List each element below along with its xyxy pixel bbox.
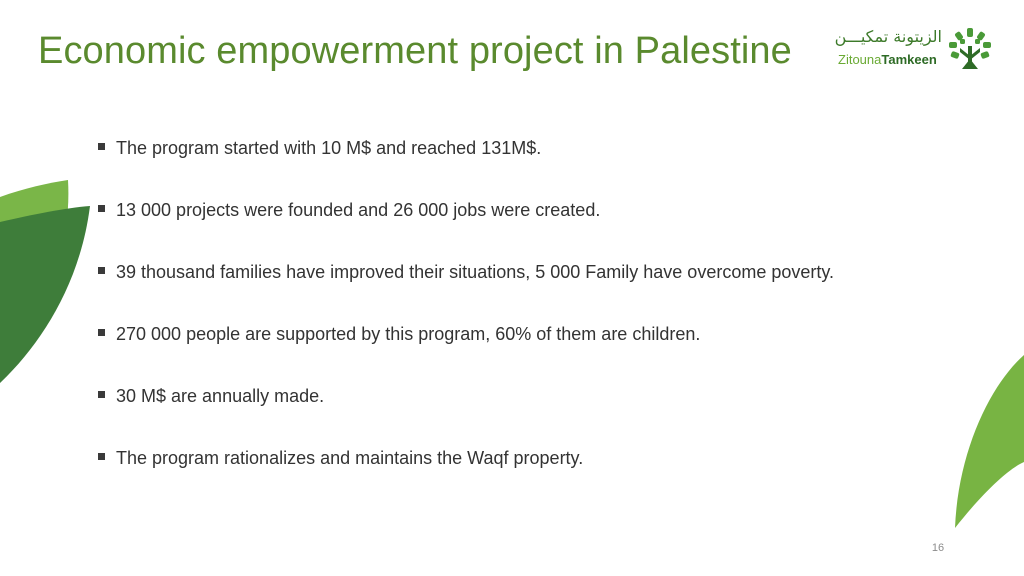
bullet-text: 30 M$ are annually made. <box>116 386 325 406</box>
bullet-text: 13 000 projects were founded and 26 000 jobs were created. <box>116 200 601 220</box>
list-item <box>98 442 834 504</box>
zitouna-tamkeen-logo <box>836 26 996 74</box>
logo-zitouna-text: Zitouna <box>838 52 882 67</box>
page-number: 16 <box>931 542 945 554</box>
list-item <box>98 318 834 380</box>
bullet-list <box>98 132 834 504</box>
page-title: Economic empowerment project in Palestine <box>38 30 792 72</box>
bullet-square-icon <box>98 329 105 336</box>
logo-arabic-text: الزيتونة تمكيـــن <box>834 27 942 46</box>
bullet-square-icon <box>98 453 105 460</box>
list-item <box>98 132 834 194</box>
bullet-square-icon <box>98 143 105 150</box>
logo-english-text <box>838 52 937 68</box>
bullet-text: 270 000 people are supported by this program, 60% of them are children. <box>116 324 701 344</box>
bullet-square-icon <box>98 391 105 398</box>
list-item <box>98 256 834 318</box>
list-item <box>98 194 834 256</box>
bullet-text: The program rationalizes and maintains the Waqf property. <box>116 448 584 468</box>
bullet-square-icon <box>98 205 105 212</box>
right-leaf <box>955 355 1024 528</box>
olive-tree-logo-icon <box>946 26 994 72</box>
logo-tamkeen-text: Tamkeen <box>881 52 937 67</box>
list-item <box>98 380 834 442</box>
bullet-text: The program started with 10 M$ and reached 131M$. <box>116 138 542 158</box>
left-dark-leaf <box>0 206 90 383</box>
bullet-square-icon <box>98 267 105 274</box>
bullet-text: 39 thousand families have improved their situations, 5 000 Family have overcome poverty. <box>116 262 835 282</box>
